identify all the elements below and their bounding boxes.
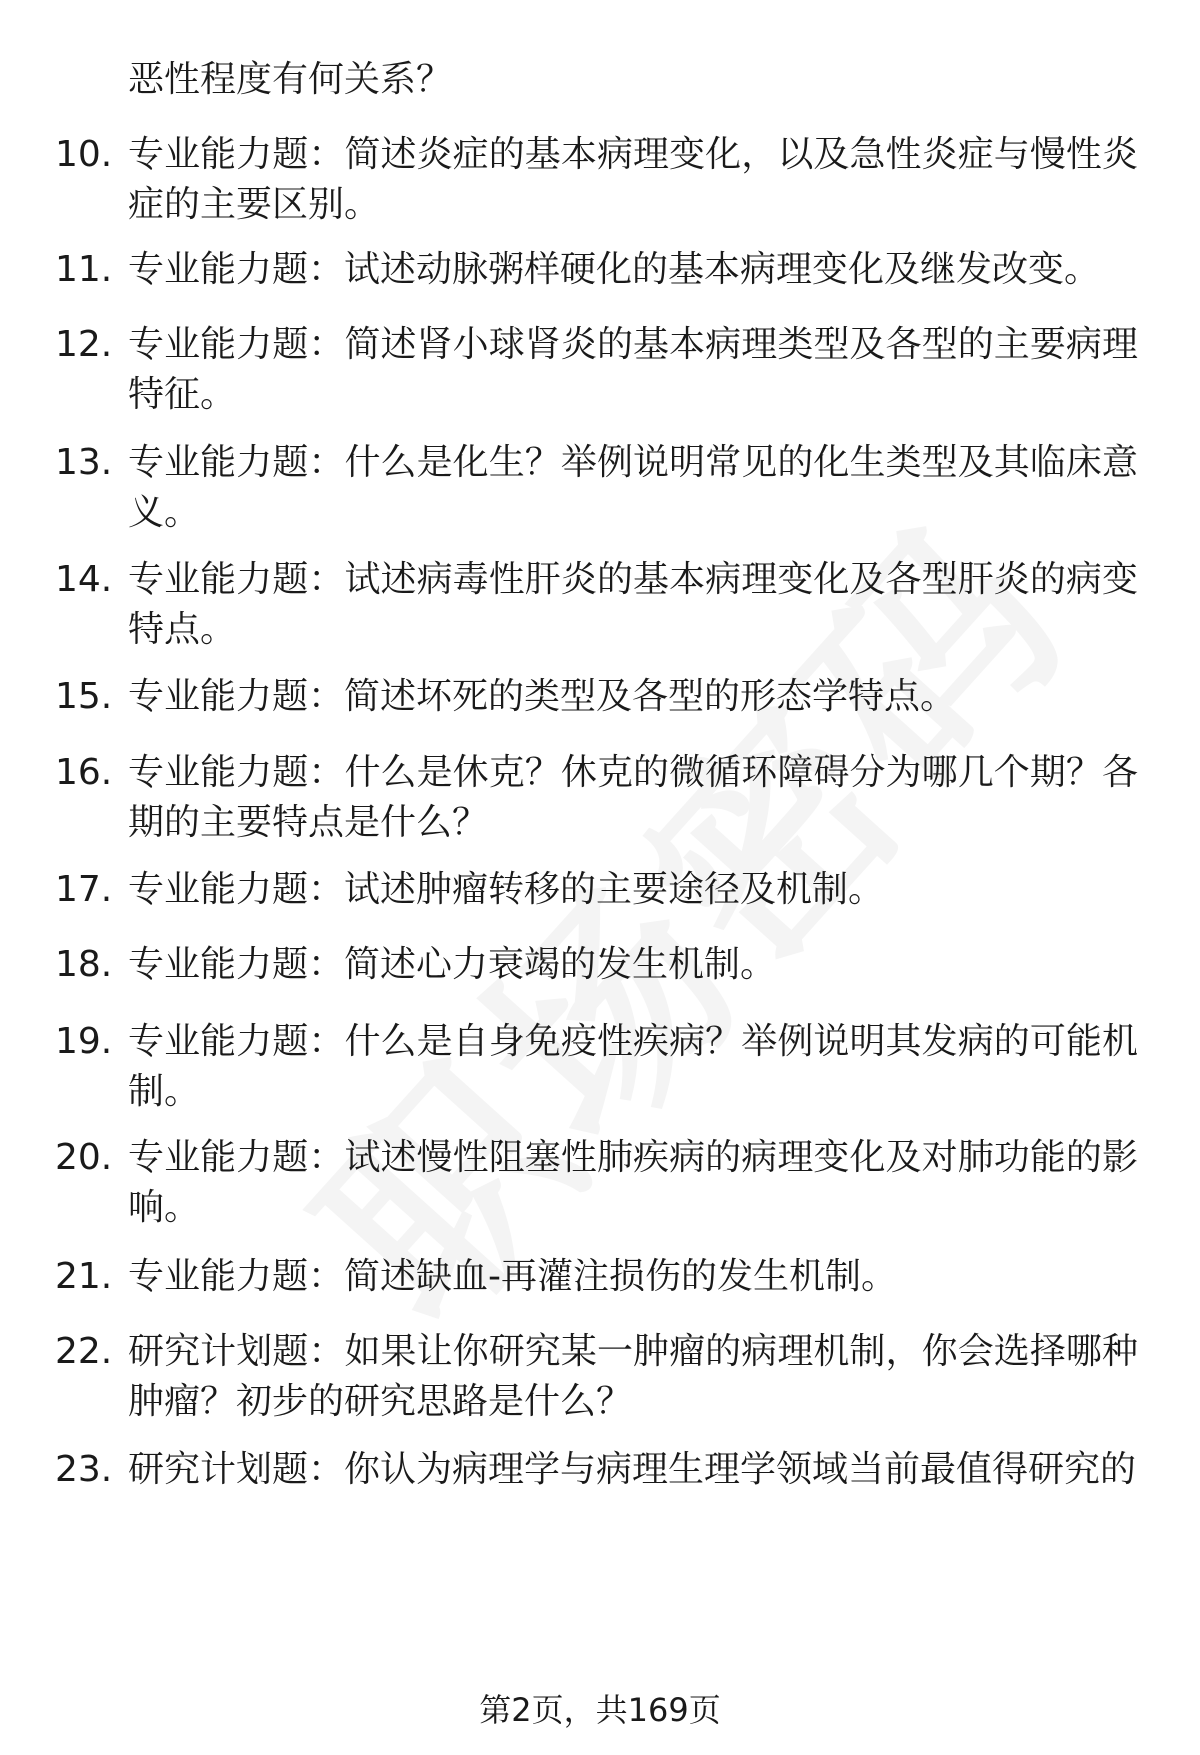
question-number: 17. bbox=[55, 869, 113, 910]
question-number: 11. bbox=[55, 249, 113, 290]
question-number: 12. bbox=[55, 324, 113, 365]
question-number: 19. bbox=[55, 1021, 113, 1062]
question-text: 专业能力题：简述坏死的类型及各型的形态学特点。 bbox=[128, 676, 957, 717]
question-text: 专业能力题：简述炎症的基本病理变化，以及急性炎症与慢性炎症的主要区别。 bbox=[128, 134, 1138, 225]
question-text: 专业能力题：试述肿瘤转移的主要途径及机制。 bbox=[128, 869, 885, 910]
question-number: 23. bbox=[55, 1449, 113, 1490]
question-number: 14. bbox=[55, 559, 113, 600]
question-number: 22. bbox=[55, 1331, 113, 1372]
continuation-text: 恶性程度有何关系？ bbox=[128, 59, 453, 100]
question-text: 研究计划题：如果让你研究某一肿瘤的病理机制，你会选择哪种肿瘤？初步的研究思路是什么？ bbox=[128, 1331, 1138, 1422]
question-number: 16. bbox=[55, 752, 113, 793]
question-text: 专业能力题：简述心力衰竭的发生机制。 bbox=[128, 944, 777, 985]
question-text: 专业能力题：试述病毒性肝炎的基本病理变化及各型肝炎的病变特点。 bbox=[128, 559, 1138, 650]
question-number: 13. bbox=[55, 442, 113, 483]
question-text: 专业能力题：什么是休克？休克的微循环障碍分为哪几个期？各期的主要特点是什么？ bbox=[128, 752, 1138, 843]
question-text: 专业能力题：简述缺血-再灌注损伤的发生机制。 bbox=[128, 1256, 897, 1297]
question-text: 专业能力题：试述动脉粥样硬化的基本病理变化及继发改变。 bbox=[128, 249, 1101, 290]
question-text: 专业能力题：什么是自身免疫性疾病？举例说明其发病的可能机制。 bbox=[128, 1021, 1138, 1112]
question-text: 专业能力题：简述肾小球肾炎的基本病理类型及各型的主要病理特征。 bbox=[128, 324, 1138, 415]
question-text: 专业能力题：什么是化生？举例说明常见的化生类型及其临床意义。 bbox=[128, 442, 1138, 533]
question-number: 18. bbox=[55, 944, 113, 985]
question-text: 研究计划题：你认为病理学与病理生理学领域当前最值得研究的 bbox=[128, 1449, 1137, 1490]
page-footer: 第2页，共169页 bbox=[479, 1691, 721, 1729]
question-text: 专业能力题：试述慢性阻塞性肺疾病的病理变化及对肺功能的影响。 bbox=[128, 1137, 1138, 1228]
question-number: 21. bbox=[55, 1256, 113, 1297]
question-number: 20. bbox=[55, 1137, 113, 1178]
question-number: 15. bbox=[55, 676, 113, 717]
question-number: 10. bbox=[55, 134, 113, 175]
